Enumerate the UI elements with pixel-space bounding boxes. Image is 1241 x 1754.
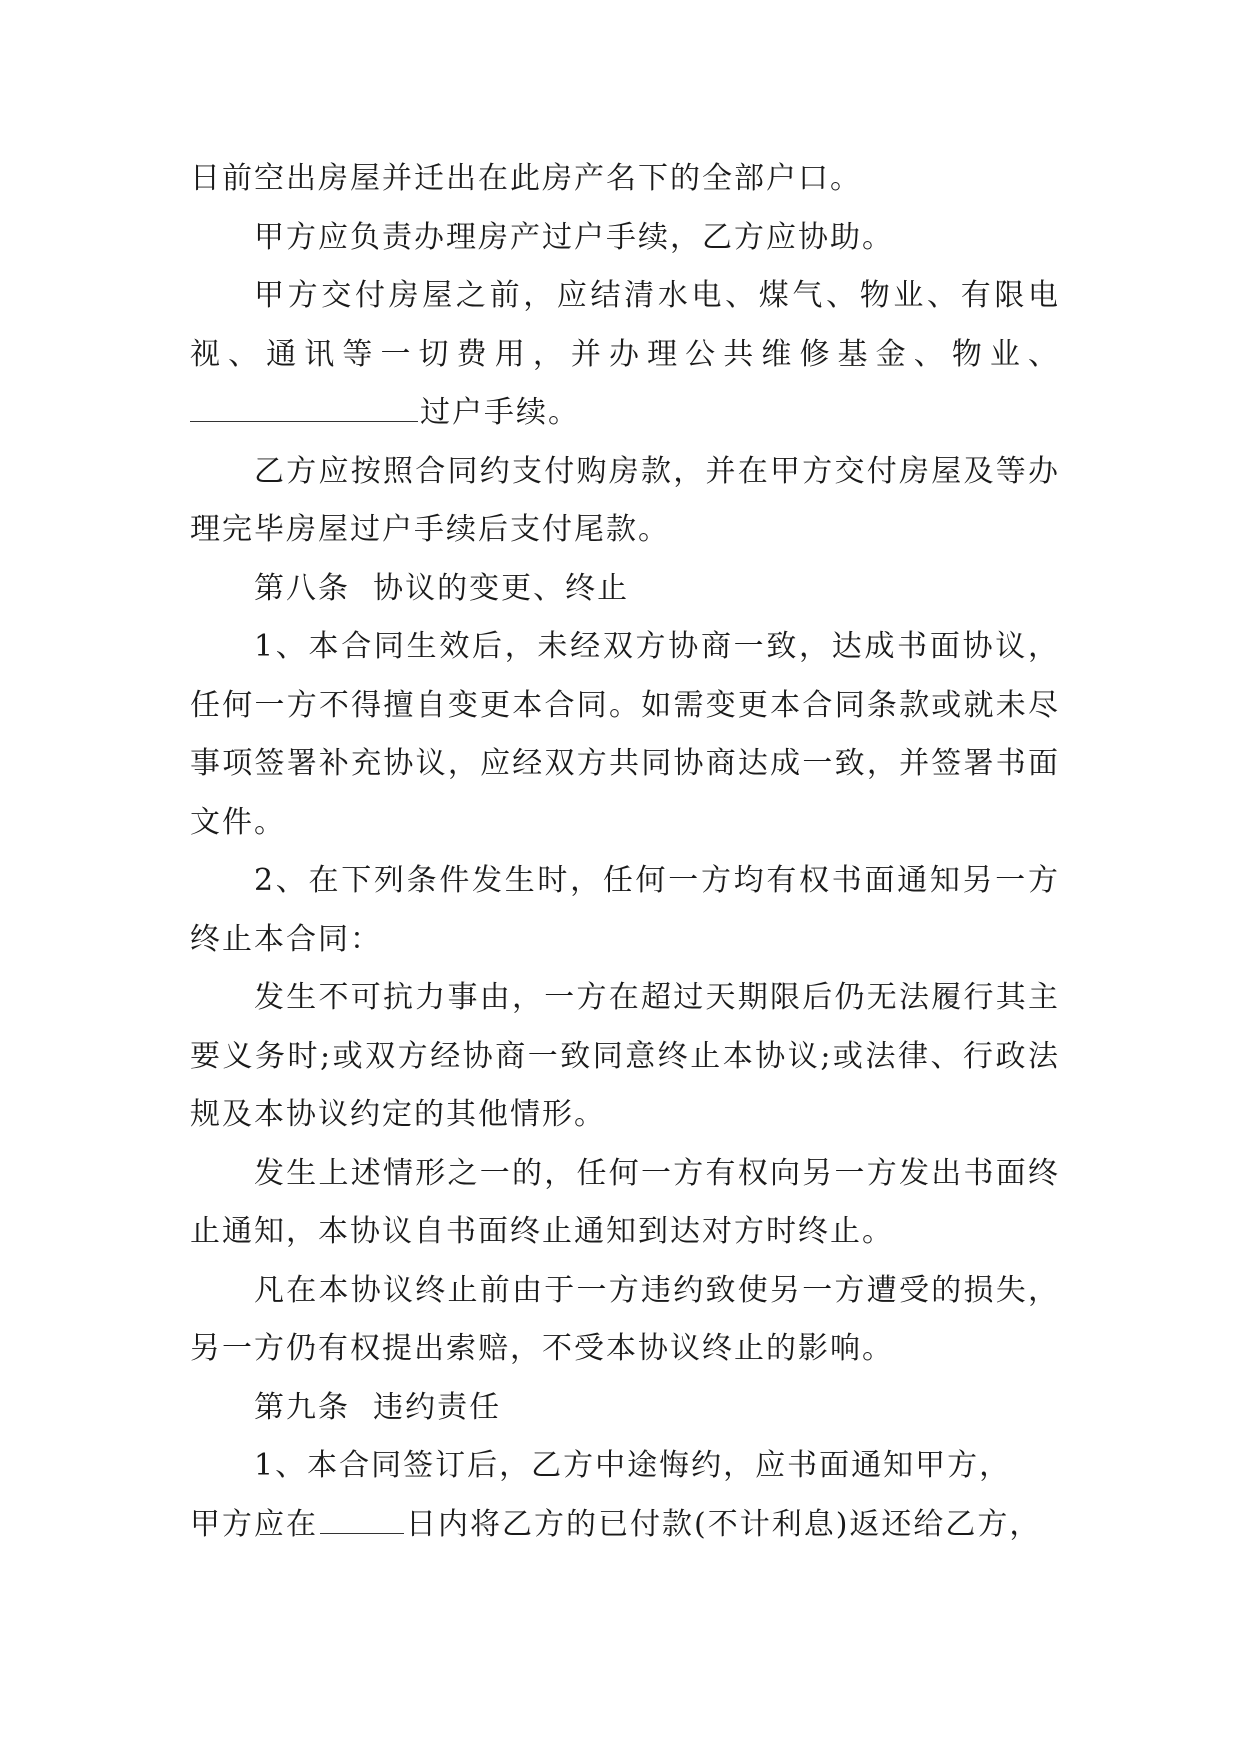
blank-field-days [320, 1497, 404, 1534]
paragraph-breach-buyer: 1、本合同签订后，乙方中途悔约，应书面通知甲方， [254, 1448, 1012, 1483]
paragraph-payment: 乙方应按照合同约支付购房款，并在甲方交付房屋及等办理完毕房屋过户手续后支付尾款。 [190, 453, 1060, 547]
article-8-heading: 第八条 协议的变更、终止 [254, 570, 630, 606]
paragraph-claim-damages: 凡在本协议终止前由于一方违约致使另一方遭受的损失，另一方仍有权提出索赔，不受本协议终止的影响。 [190, 1272, 1060, 1366]
paragraph-transfer-procedure: 甲方应负责办理房产过户手续，乙方应协助。 [254, 219, 894, 255]
paragraph-settle-fees [190, 267, 1060, 443]
refund-text-end: 日内将乙方的已付款(不计利息)返还给乙方， [406, 1506, 1042, 1542]
article-9-heading: 第九条 违约责任 [254, 1389, 502, 1425]
document-page [190, 150, 1060, 1554]
paragraph-change-contract: 1、本合同生效后，未经双方协商一致，达成书面协议，任何一方不得擅自变更本合同。如需变更本合同条款或就未尽事项签署补充协议，应经双方共同协商达成一致，并签署书面文件。 [190, 629, 1060, 840]
paragraph-refund [190, 1496, 1060, 1555]
paragraph-force-majeure: 发生不可抗力事由，一方在超过天期限后仍无法履行其主要义务时;或双方经协商一致同意终止本协议;或法律、行政法规及本协议约定的其他情形。 [190, 980, 1060, 1132]
paragraph-vacate-house: 日前空出房屋并迁出在此房产名下的全部户口。 [190, 161, 862, 196]
settle-fees-text-end: 过户手续。 [420, 395, 580, 430]
settle-fees-text: 甲方交付房屋之前，应结清水电、煤气、物业、有限电视、通讯等一切费用，并办理公共维修基金、物业、 [190, 278, 1060, 372]
paragraph-termination-notice: 发生上述情形之一的，任何一方有权向另一方发出书面终止通知，本协议自书面终止通知到达对方时终止。 [190, 1155, 1060, 1249]
blank-field-transfer-item [190, 385, 418, 422]
refund-text: 甲方应在 [190, 1506, 318, 1542]
paragraph-termination-conditions: 2、在下列条件发生时，任何一方均有权书面通知另一方终止本合同： [190, 863, 1060, 957]
